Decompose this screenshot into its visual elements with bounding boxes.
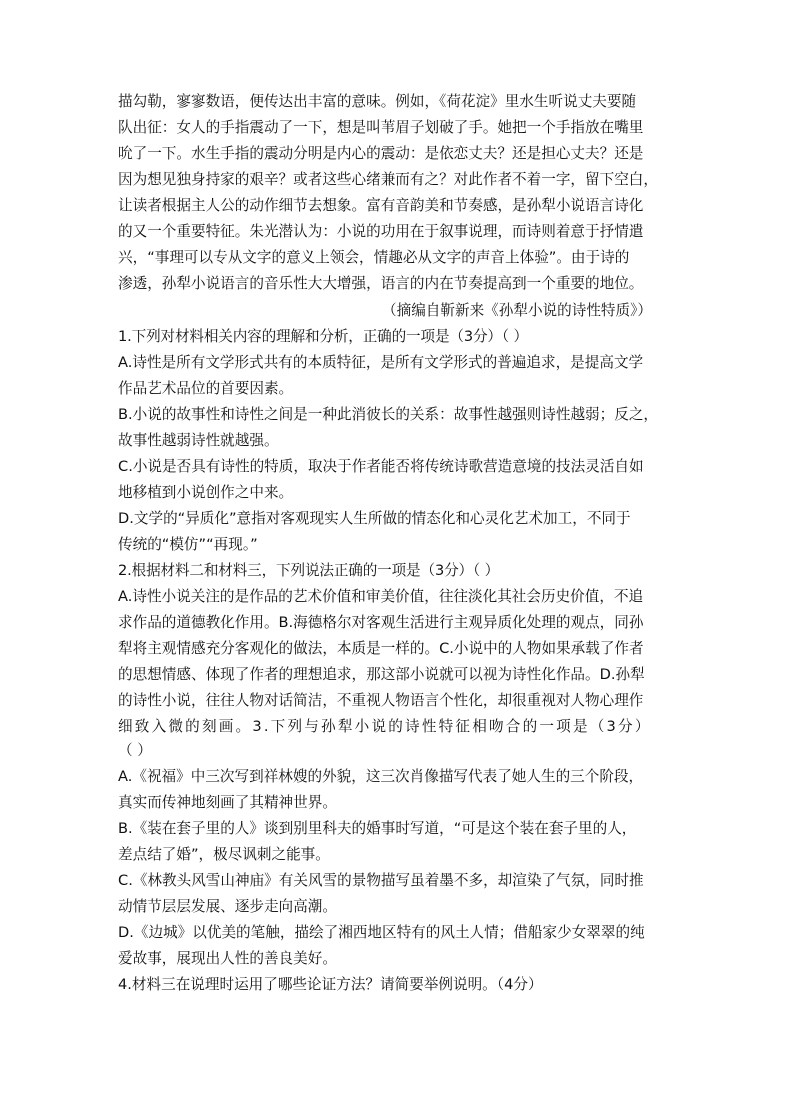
source-citation: （摘编自靳新来《孙犁小说的诗性特质》） (382, 302, 652, 319)
option-a-line: 真实而传神地刻画了其精神世界。 (118, 794, 337, 811)
option-b-line: B.小说的故事性和诗性之间是一种此消彼长的关系：故事性越强则诗性越弱；反之， (118, 406, 659, 423)
text-line: 犁将主观情感充分客观化的做法，本质是一样的。C.小说中的人物如果承载了作者 (118, 640, 644, 657)
text-line: A.诗性小说关注的是作品的艺术价值和审美价值，往往淡化其社会历史价值，不追 (118, 588, 644, 605)
question-4-stem: 4.材料三在说理时运用了哪些论证方法？请简要举例说明。（4分） (118, 976, 543, 993)
text-line: 因为想见独身持家的艰辛？或者这些心绪兼而有之？对此作者不着一字，留下空白， (118, 171, 658, 188)
text-line: 渗透，孙犁小说语言的音乐性大大增强，语言的内在节奏提高到一个重要的地位。 (118, 275, 644, 292)
option-c-line: 地移植到小说创作之中来。 (118, 484, 294, 501)
option-a-line: 作品艺术品位的首要因素。 (118, 380, 294, 397)
text-line: 队出征：女人的手指震动了一下，想是叫苇眉子划破了手。她把一个手指放在嘴里 (118, 119, 644, 136)
text-line: 兴，“事理可以专从文字的意义上领会，情趣必从文字的声音上体验”。由于诗的 (118, 249, 630, 266)
option-d-line: D.《边城》以优美的笔触，描绘了湘西地区特有的风土人情；借船家少女翠翠的纯 (118, 924, 645, 941)
option-c-line: C.小说是否具有诗性的特质，取决于作者能否将传统诗歌营造意境的技法灵活自如 (118, 458, 644, 475)
option-d-line: 传统的“模仿”“再现。” (118, 536, 258, 553)
question-stem: 2.根据材料二和材料三，下列说法正确的一项是（3分）（ ） (118, 562, 500, 579)
text-line: 描勾勒，寥寥数语，便传达出丰富的意味。例如，《荷花淀》里水生听说丈夫要随 (118, 93, 637, 110)
text-line: 的又一个重要特征。朱光潜认为：小说的功用在于叙事说理，而诗则着意于抒情遣 (118, 223, 644, 240)
option-c-line: C.《林教头风雪山神庙》有关风雪的景物描写虽着墨不多，却渲染了气氛，同时推 (118, 872, 644, 889)
text-line: 求作品的道德教化作用。B.海德格尔对客观生活进行主观异质化处理的观点，同孙 (118, 614, 644, 631)
option-d-line: D.文学的“异质化”意指对客观现实人生所做的情态化和心灵化艺术加工，不同于 (118, 510, 631, 527)
text-line: 的诗性小说，往往人物对话简洁，不重视人物语言个性化，却很重视对人物心理作 (118, 692, 644, 709)
option-a-line: A.《祝福》中三次写到祥林嫂的外貌，这三次肖像描写代表了她人生的三个阶段， (118, 768, 644, 785)
answer-blank: （ ） (118, 742, 152, 759)
text-line: 吮了一下。水生手指的震动分明是内心的震动：是依恋丈夫？还是担心丈夫？还是 (118, 145, 644, 162)
option-b-line: 故事性越弱诗性就越强。 (118, 432, 279, 449)
option-d-line: 爱故事，展现出人性的善良美好。 (118, 950, 337, 967)
option-b-line: B.《装在套子里的人》谈到别里科夫的婚事时写道，“可是这个装在套子里的人， (118, 820, 637, 837)
option-b-line: 差点结了婚”，极尽讽刺之能事。 (118, 846, 330, 863)
text-line: 让读者根据主人公的动作细节去想象。富有音韵美和节奏感，是孙犁小说语言诗化 (118, 197, 644, 214)
option-c-line: 动情节层层发展、逐步走向高潮。 (118, 898, 337, 915)
text-line: 的思想情感、体现了作者的理想追求，那这部小说就可以视为诗性化作品。D.孙犁 (118, 666, 645, 683)
text-line: 细致入微的刻画。3.下列与孙犁小说的诗性特征相吻合的一项是（3分） (118, 718, 652, 735)
option-a-line: A.诗性是所有文学形式共有的本质特征，是所有文学形式的普遍追求，是提高文学 (118, 354, 644, 371)
question-stem: 1.下列对材料相关内容的理解和分析，正确的一项是（3分）（ ） (118, 328, 528, 345)
